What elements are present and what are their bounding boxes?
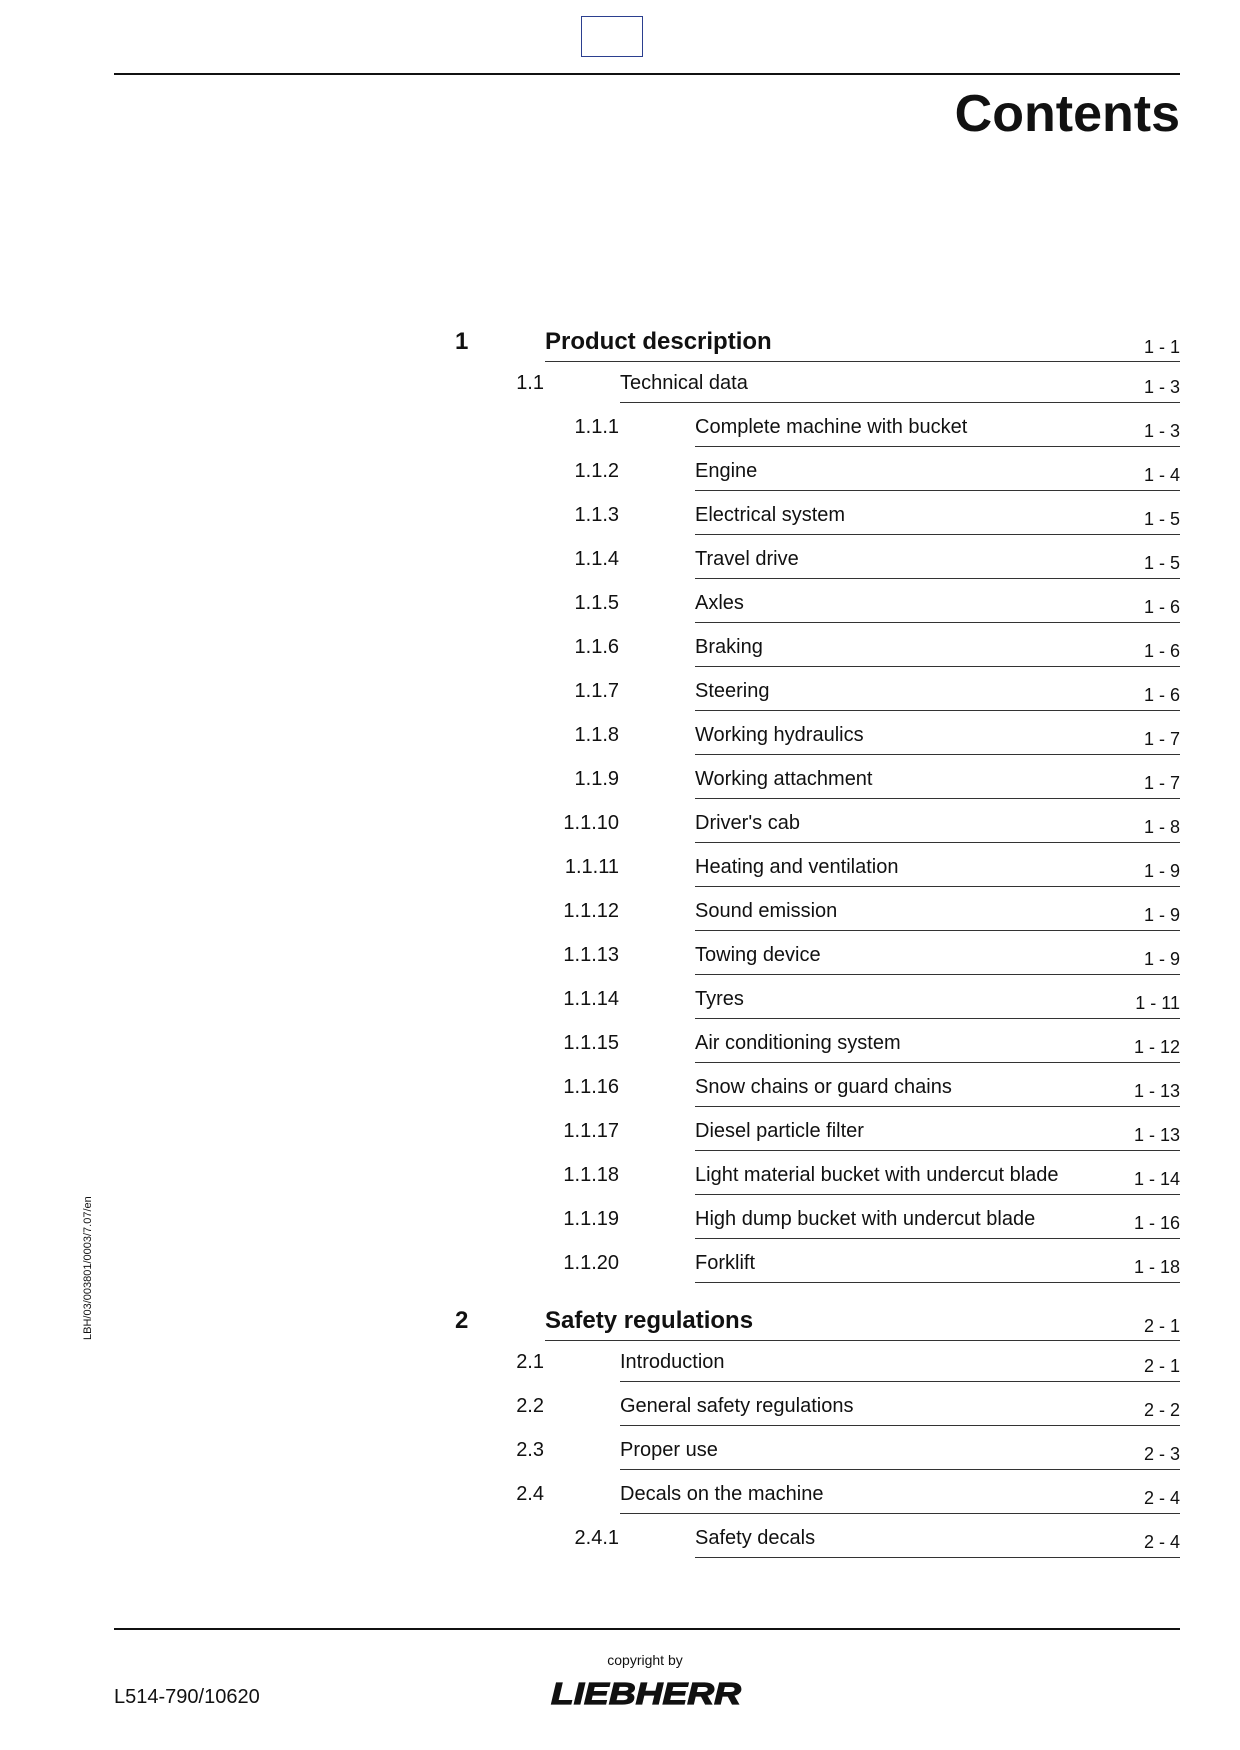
toc-entry-number: 2.4.1	[574, 1527, 619, 1549]
toc-entry-title[interactable]: Introduction	[620, 1351, 725, 1373]
toc-entry-page[interactable]: 1 - 18	[1133, 1257, 1180, 1277]
toc-entry-number: 1.1.5	[574, 592, 619, 614]
toc-entry[interactable]	[0, 328, 1240, 358]
toc-entry-number: 1.1.6	[574, 636, 619, 658]
toc-entry[interactable]	[0, 1164, 1240, 1194]
toc-entry-number: 2	[455, 1307, 469, 1334]
side-code-text: LBH/03/003801/0003/7.07/en	[82, 1196, 94, 1340]
toc-entry-underline	[695, 842, 1180, 843]
header-rule	[114, 73, 1180, 75]
toc-entry-underline	[695, 886, 1180, 887]
toc-entry-title[interactable]: High dump bucket with undercut blade	[695, 1208, 1036, 1230]
toc-entry-title[interactable]: Travel drive	[695, 548, 799, 570]
header-box	[581, 16, 643, 57]
toc-entry-page[interactable]: 2 - 3	[1143, 1444, 1180, 1464]
toc-entry-title[interactable]: Engine	[695, 460, 758, 482]
toc-entry-number: 1.1.14	[563, 988, 619, 1010]
toc-entry-title[interactable]: Steering	[695, 680, 770, 702]
toc-entry[interactable]	[0, 944, 1240, 974]
toc-entry-underline	[695, 1557, 1180, 1558]
toc-entry-underline	[695, 1106, 1180, 1107]
toc-entry-number: 2.4	[516, 1483, 544, 1505]
toc-entry-page[interactable]: 1 - 16	[1133, 1213, 1180, 1233]
toc-entry-title[interactable]: Tyres	[695, 988, 744, 1010]
toc-entry-page[interactable]: 1 - 9	[1143, 861, 1180, 881]
toc-entry[interactable]	[0, 1439, 1240, 1469]
footer-rule	[114, 1628, 1180, 1630]
toc-entry-page[interactable]: 1 - 6	[1143, 597, 1180, 617]
toc-entry-page[interactable]: 1 - 6	[1143, 685, 1180, 705]
toc-entry-title[interactable]: Safety regulations	[545, 1307, 754, 1334]
toc-entry-number: 1.1.17	[563, 1120, 619, 1142]
toc-entry-underline	[620, 1513, 1180, 1514]
toc-entry-title[interactable]: Heating and ventilation	[695, 856, 899, 878]
toc-entry-title[interactable]: Forklift	[695, 1252, 755, 1274]
toc-entry[interactable]	[0, 460, 1240, 490]
toc-entry[interactable]	[0, 1395, 1240, 1425]
toc-entry-page[interactable]: 1 - 5	[1143, 553, 1180, 573]
toc-entry-title[interactable]: Air conditioning system	[695, 1032, 901, 1054]
toc-entry-number: 2.3	[516, 1439, 544, 1461]
toc-entry-title[interactable]: Braking	[695, 636, 763, 658]
toc-entry-title[interactable]: Safety decals	[695, 1527, 816, 1549]
toc-entry-title[interactable]: Snow chains or guard chains	[695, 1076, 952, 1098]
toc-entry-page[interactable]: 2 - 4	[1143, 1532, 1180, 1552]
toc-entry-underline	[620, 402, 1180, 403]
toc-entry-number: 1.1.12	[563, 900, 619, 922]
toc-entry-title[interactable]: Electrical system	[695, 504, 846, 526]
toc-entry-number: 1.1.7	[574, 680, 619, 702]
toc-entry[interactable]	[0, 856, 1240, 886]
toc-entry[interactable]	[0, 1076, 1240, 1106]
toc-entry[interactable]	[0, 548, 1240, 578]
toc-entry-underline	[695, 1018, 1180, 1019]
toc-entry-number: 1.1.11	[564, 856, 619, 878]
toc-entry-title[interactable]: Light material bucket with undercut blade	[695, 1164, 1059, 1186]
toc-entry[interactable]	[0, 1252, 1240, 1282]
toc-entry-underline	[695, 1150, 1180, 1151]
toc-entry[interactable]	[0, 636, 1240, 666]
toc-entry-number: 1.1.2	[574, 460, 619, 482]
toc-entry[interactable]	[0, 680, 1240, 710]
toc-entry-number: 1.1.15	[563, 1032, 619, 1054]
toc-entry-page[interactable]: 2 - 1	[1143, 1356, 1180, 1376]
toc-entry-underline	[695, 1238, 1180, 1239]
toc-entry-underline	[695, 754, 1180, 755]
toc-entry-number: 1.1	[516, 372, 544, 394]
liebherr-logo	[548, 1678, 744, 1708]
toc-entry-underline	[695, 798, 1180, 799]
toc-entry[interactable]	[0, 372, 1240, 402]
toc-entry-underline	[695, 1282, 1180, 1283]
toc-entry-underline	[695, 930, 1180, 931]
toc-entry[interactable]	[0, 768, 1240, 798]
toc-entry-page[interactable]: 2 - 4	[1143, 1488, 1180, 1508]
toc-entry-underline	[620, 1469, 1180, 1470]
toc-entry-page[interactable]: 1 - 13	[1133, 1125, 1180, 1145]
toc-entry[interactable]	[0, 416, 1240, 446]
toc-entry-page[interactable]: 1 - 12	[1133, 1037, 1180, 1057]
toc-entry-underline	[545, 361, 1180, 362]
toc-entry-number: 1.1.19	[563, 1208, 619, 1230]
toc-entry-number: 2.1	[516, 1351, 544, 1373]
toc-entry-page[interactable]: 1 - 11	[1135, 993, 1180, 1013]
toc-entry-page[interactable]: 1 - 8	[1143, 817, 1180, 837]
toc-entry[interactable]	[0, 1120, 1240, 1150]
toc-entry-underline	[545, 1340, 1180, 1341]
toc-entry-number: 1.1.18	[563, 1164, 619, 1186]
toc-entry-underline	[620, 1381, 1180, 1382]
toc-entry[interactable]	[0, 1307, 1240, 1337]
toc-entry-title[interactable]: Sound emission	[695, 900, 838, 922]
toc-entry-page[interactable]: 1 - 7	[1143, 729, 1180, 749]
logo-text: LIEBHERR	[551, 1678, 742, 1708]
toc-entry-title[interactable]: Proper use	[620, 1439, 718, 1461]
toc-entry-page[interactable]: 2 - 2	[1143, 1400, 1180, 1420]
toc-entry-page[interactable]: 1 - 7	[1143, 773, 1180, 793]
toc-entry-underline	[695, 710, 1180, 711]
toc-entry-page[interactable]: 1 - 5	[1143, 509, 1180, 529]
toc-entry-underline	[695, 666, 1180, 667]
toc-entry-page[interactable]: 1 - 6	[1143, 641, 1180, 661]
toc-entry-title[interactable]: Decals on the machine	[620, 1483, 824, 1505]
toc-entry-page[interactable]: 1 - 14	[1133, 1169, 1180, 1189]
toc-entry-number: 1.1.10	[563, 812, 619, 834]
toc-entry-number: 1.1.16	[563, 1076, 619, 1098]
toc-entry-underline	[695, 446, 1180, 447]
toc-entry[interactable]	[0, 900, 1240, 930]
toc-entry-underline	[695, 1062, 1180, 1063]
toc-entry-page[interactable]: 1 - 4	[1143, 465, 1180, 485]
toc-entry-title[interactable]: Complete machine with bucket	[695, 416, 968, 438]
toc-entry-title[interactable]: Product description	[545, 328, 772, 355]
toc-entry-title[interactable]: General safety regulations	[620, 1395, 854, 1417]
toc-entry-title[interactable]: Working attachment	[695, 768, 873, 790]
toc-entry-number: 1.1.1	[574, 416, 619, 438]
toc-entry-number: 1.1.20	[563, 1252, 619, 1274]
toc-entry-page[interactable]: 1 - 9	[1143, 949, 1180, 969]
toc-entry[interactable]	[0, 812, 1240, 842]
toc-entry[interactable]	[0, 1483, 1240, 1513]
toc-entry-title[interactable]: Towing device	[695, 944, 821, 966]
toc-entry-page[interactable]: 1 - 9	[1143, 905, 1180, 925]
toc-entry[interactable]	[0, 592, 1240, 622]
document-code: L514-790/10620	[114, 1686, 260, 1708]
toc-entry-underline	[695, 974, 1180, 975]
page-title: Contents	[954, 85, 1180, 143]
toc-entry-number: 1.1.4	[574, 548, 619, 570]
toc-entry-page[interactable]: 2 - 1	[1143, 1316, 1180, 1336]
copyright-label: copyright by	[607, 1652, 683, 1668]
toc-entry[interactable]	[0, 504, 1240, 534]
toc-entry-title[interactable]: Axles	[695, 592, 744, 614]
toc-entry-page[interactable]: 1 - 13	[1133, 1081, 1180, 1101]
toc-entry-number: 1.1.9	[574, 768, 619, 790]
toc-entry-number: 1.1.8	[574, 724, 619, 746]
toc-entry-page[interactable]: 1 - 3	[1143, 377, 1180, 397]
toc-entry-underline	[695, 1194, 1180, 1195]
toc-entry[interactable]	[0, 988, 1240, 1018]
toc-entry-title[interactable]: Technical data	[620, 372, 748, 394]
toc-entry-title[interactable]: Driver's cab	[695, 812, 800, 834]
toc-entry-underline	[620, 1425, 1180, 1426]
toc-entry-title[interactable]: Working hydraulics	[695, 724, 864, 746]
toc-entry-title[interactable]: Diesel particle filter	[695, 1120, 864, 1142]
toc-entry-number: 1.1.13	[563, 944, 619, 966]
toc-entry[interactable]	[0, 724, 1240, 754]
toc-entry-page[interactable]: 1 - 1	[1143, 337, 1180, 357]
toc-entry-underline	[695, 534, 1180, 535]
toc-entry-underline	[695, 622, 1180, 623]
toc-entry-number: 2.2	[516, 1395, 544, 1417]
toc-entry[interactable]	[0, 1527, 1240, 1557]
toc-entry-underline	[695, 490, 1180, 491]
toc-entry[interactable]	[0, 1032, 1240, 1062]
toc-entry-number: 1	[455, 328, 469, 355]
toc-entry-underline	[695, 578, 1180, 579]
toc-entry-page[interactable]: 1 - 3	[1143, 421, 1180, 441]
toc-entry[interactable]	[0, 1351, 1240, 1381]
toc-entry[interactable]	[0, 1208, 1240, 1238]
toc-entry-number: 1.1.3	[574, 504, 619, 526]
